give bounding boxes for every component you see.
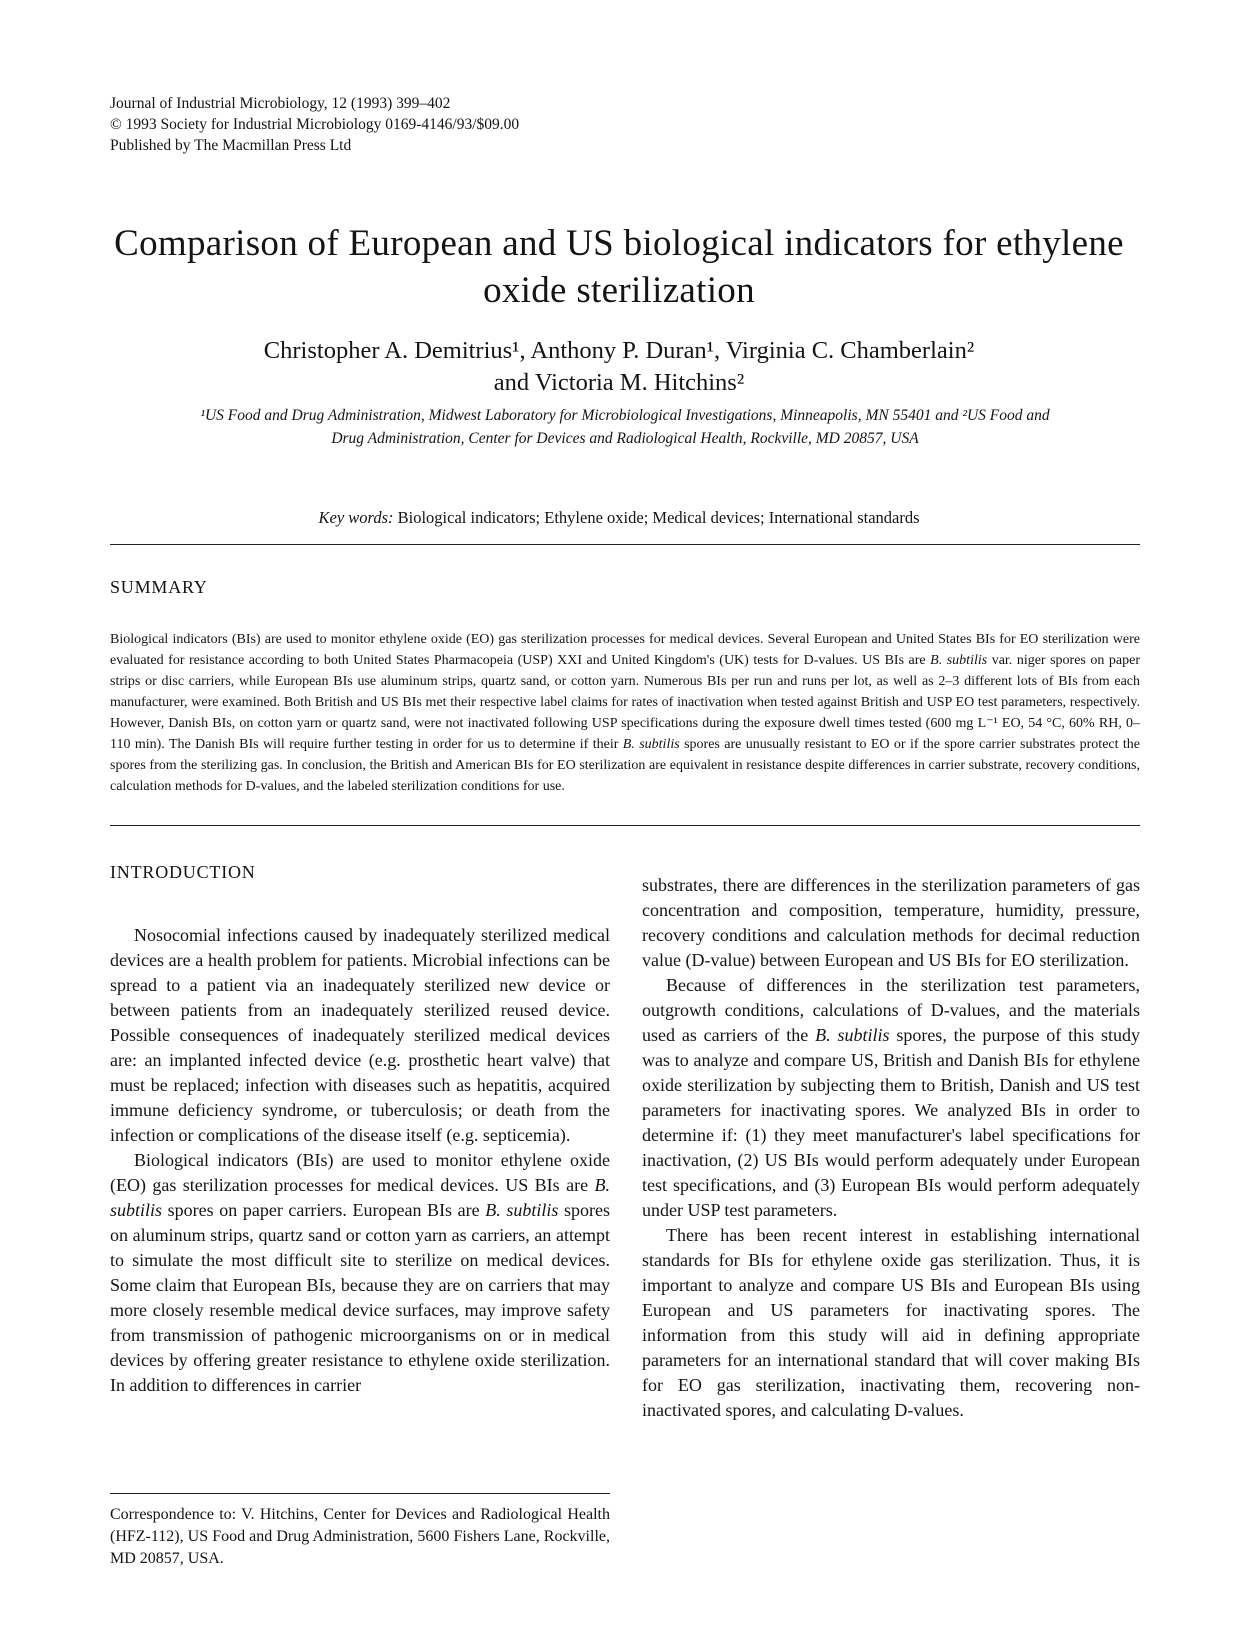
authors-line-1: Christopher A. Demitrius¹, Anthony P. Duran¹, Virginia C. Chamberlain²: [263, 337, 975, 364]
footnote-divider: [110, 1493, 610, 1494]
intro-paragraph-5: There has been recent interest in establishing international standards for BIs for ethylene oxide gas sterilization. Thus, it is important to analyze and compare US BIs and European BIs using European and US parameters for inactivating spores. The information from this study will aid in defining appropriate parameters for an international standard that will cover making BIs for EO gas sterilization, inactivating them, recovering non-inactivated spores, and calculating D-values.: [642, 1225, 1140, 1420]
right-column: [642, 873, 1140, 1423]
intro-paragraph-4: [642, 973, 1140, 1223]
intro-species: B. subtilis: [815, 1025, 890, 1045]
article-title: [80, 220, 1158, 314]
journal-publisher: Published by The Macmillan Press Ltd: [110, 137, 352, 154]
intro-text-part: spores on aluminum strips, quartz sand or cotton yarn as carriers, an attempt to simulate the most difficult site to sterilize on medical devices. Some claim that European BIs, because they are on carriers that may more closely resemble medical device surfaces, may improve safety from transmission of pathogenic microorganisms on or in medical devices by offering greater resistance to ethylene oxide sterilization. In addition to differences in carrier: [110, 1200, 610, 1395]
summary-text-part: spores are unusually resistant to EO or if the spore carrier substrates protect the spores from the sterilizing gas. In conclusion, the British and American BIs for EO sterilization are equivalent in resistance despite differences in carrier substrate, recovery conditions, calculation methods for D-values, and the labeled sterilization conditions for use.: [110, 737, 1140, 794]
divider-top: [110, 544, 1140, 545]
title-line-1: Comparison of European and US biological indicators for ethylene: [114, 223, 1124, 264]
title-line-2: oxide sterilization: [483, 270, 755, 311]
affiliation-line-1: ¹US Food and Drug Administration, Midwest Laboratory for Microbiological Investigations, Minneapolis, MN 55401 and ²US Food and: [200, 407, 1050, 424]
correspondence-footnote: Correspondence to: V. Hitchins, Center for Devices and Radiological Health (HFZ-112), US Food and Drug Administration, 5600 Fishers Lane, Rockville, MD 20857, USA.: [110, 1506, 610, 1567]
intro-text-part: Because of differences in the sterilization test parameters, outgrowth conditions, calculations of D-values, and the materials used as carriers of the: [642, 975, 1140, 1045]
authors-line-2: and Victoria M. Hitchins²: [493, 369, 745, 396]
summary-text: [110, 629, 1140, 797]
summary-species: B. subtilis: [622, 737, 680, 752]
summary-species: B. subtilis: [930, 653, 988, 668]
divider-bottom: [110, 825, 1140, 826]
keywords-label: Key words:: [318, 508, 394, 527]
summary-heading: SUMMARY: [110, 577, 208, 597]
keywords: [80, 508, 1158, 528]
summary-text-part: Biological indicators (BIs) are used to monitor ethylene oxide (EO) gas sterilization processes for medical devices. Several European and United States BIs for EO sterilization were evaluated for resistance according to both United States Pharmacopeia (USP) XXI and United Kingdom's (UK) tests for D-values. US BIs are: [110, 632, 1140, 668]
introduction-heading: INTRODUCTION: [110, 862, 256, 882]
journal-header: [110, 93, 519, 156]
intro-paragraph-1: Nosocomial infections caused by inadequately sterilized medical devices are a health problem for patients. Microbial infections can be spread to a patient via an inadequately sterilized new device or between patients from an inadequately sterilized reused device. Possible consequences of inadequately sterilized medical devices are: an implanted infected device (e.g. prosthetic heart valve) that must be replaced; infection with diseases such as hepatitis, acquired immune deficiency syndrome, or tuberculosis; or death from the infection or complications of the disease itself (e.g. septicemia).: [110, 925, 610, 1145]
author-list: [80, 335, 1158, 399]
intro-text-part: spores on paper carriers. European BIs are: [162, 1200, 486, 1220]
intro-species: B. subtilis: [110, 1175, 610, 1220]
intro-paragraph-2: [110, 1148, 610, 1398]
affiliation-line-2: Drug Administration, Center for Devices and Radiological Health, Rockville, MD 20857, USA: [331, 430, 919, 447]
keywords-list: Biological indicators; Ethylene oxide; Medical devices; International standards: [397, 508, 920, 527]
summary-text-part: var. niger spores on paper strips or disc carriers, while European BIs use aluminum strips, quartz sand, or cotton yarn. Numerous BIs per run and runs per lot, as well as 2–3 different lots of BIs from each manufacturer, were examined. Both British and US BIs met their respective label claims for rates of inactivation when tested against British and USP EO test parameters, respectively. However, Danish BIs, on cotton yarn or quartz sand, were not inactivated following USP specifications during the exposure dwell times tested (600 mg L⁻¹ EO, 54 °C, 60% RH, 0–110 min). The Danish BIs will require further testing in order for us to determine if their: [110, 653, 1141, 752]
intro-species: B. subtilis: [485, 1200, 559, 1220]
intro-paragraph-3: substrates, there are differences in the sterilization parameters of gas concentration and composition, temperature, humidity, pressure, recovery conditions and calculation methods for decimal reduction value (D-value) between European and US BIs for EO sterilization.: [642, 875, 1140, 970]
affiliations: [110, 404, 1140, 450]
journal-citation: Journal of Industrial Microbiology, 12 (1993) 399–402: [110, 95, 451, 112]
left-column: [110, 923, 610, 1398]
intro-text-part: Biological indicators (BIs) are used to monitor ethylene oxide (EO) gas sterilization processes for medical devices. US BIs are: [110, 1150, 610, 1195]
intro-text-part: spores, the purpose of this study was to analyze and compare US, British and Danish BIs for ethylene oxide sterilization by subjecting them to British, Danish and US test parameters for inactivating spores. We analyzed BIs in order to determine if: (1) they meet manufacturer's label specifications for inactivation, (2) US BIs would perform adequately under European test specifications, and (3) European BIs would perform adequately under USP test parameters.: [642, 1025, 1140, 1220]
journal-copyright: © 1993 Society for Industrial Microbiology 0169-4146/93/$09.00: [110, 116, 520, 133]
